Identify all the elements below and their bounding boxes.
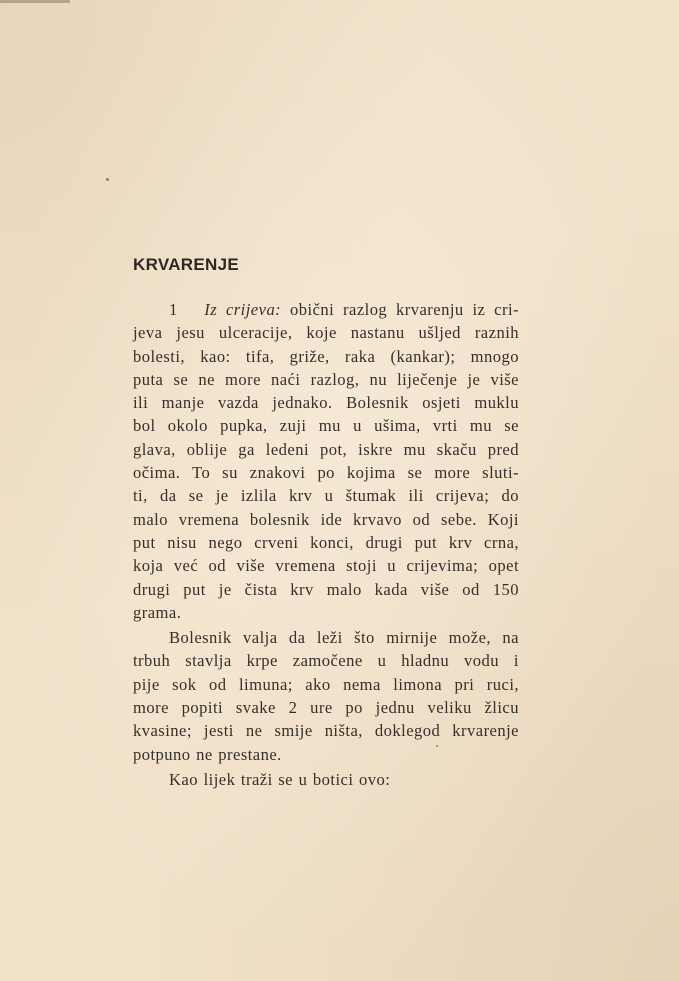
text-line: ti, da se je izlila krv u štumak ili crijeva; do	[133, 486, 519, 506]
text-line: Kao lijek traži se u botici ovo:	[169, 769, 391, 789]
text-line: bolesti, kao: tifa, griže, raka (kankar); mnogo	[133, 346, 519, 366]
text-line: drugi put je čista krv malo kada više od 150	[133, 579, 519, 599]
text-line: more popiti svake 2 ure po jednu veliku žlicu	[133, 698, 519, 718]
section-heading: KRVARENJE	[133, 255, 239, 274]
item-label: Iz crijeva:	[204, 300, 282, 319]
text-line: malo vremena bolesnik ide krvavo od sebe. Koji	[133, 509, 519, 529]
text-line: glava, oblije ga ledeni pot, iskre mu skaču pred	[133, 439, 519, 459]
text-line: ili manje vazda jednako. Bolesnik osjeti muklu	[133, 393, 519, 413]
text-line: grama.	[133, 602, 182, 622]
paragraph-1	[133, 298, 519, 624]
text-line: kvasine; jesti ne smije ništa, doklegod krvarenje	[133, 721, 519, 741]
item-number: 1	[169, 300, 178, 319]
text-line: 1 Iz crijeva: obični razlog krvarenju iz cri-	[169, 300, 520, 319]
body-text	[133, 298, 519, 791]
text-line: potpuno ne prestane.	[133, 744, 282, 764]
text-line: trbuh stavlja krpe zamočene u hladnu vodu i	[133, 651, 519, 671]
paper-speck	[106, 178, 109, 181]
page-edge-mark	[0, 0, 70, 3]
text-line: jeva jesu ulceracije, koje nastanu ušljed raznih	[133, 323, 519, 343]
text-line: put nisu nego crveni konci, drugi put krv crna,	[133, 532, 519, 552]
text-line: koja već od više vremena stoji u crijevima; opet	[133, 556, 519, 576]
text-line: puta se ne more naći razlog, nu liječenje je više	[133, 369, 519, 389]
text-line: očima. To su znakovi po kojima se more sluti-	[133, 463, 519, 483]
paragraph-2	[133, 626, 519, 766]
text-line: bol okolo pupka, zuji mu u ušima, vrti mu se	[133, 416, 519, 436]
paragraph-3	[133, 768, 519, 791]
text-line: Bolesnik valja da leži što mirnije može, na	[169, 628, 519, 648]
text-line: pije sok od limuna; ako nema limona pri ruci,	[133, 674, 519, 694]
